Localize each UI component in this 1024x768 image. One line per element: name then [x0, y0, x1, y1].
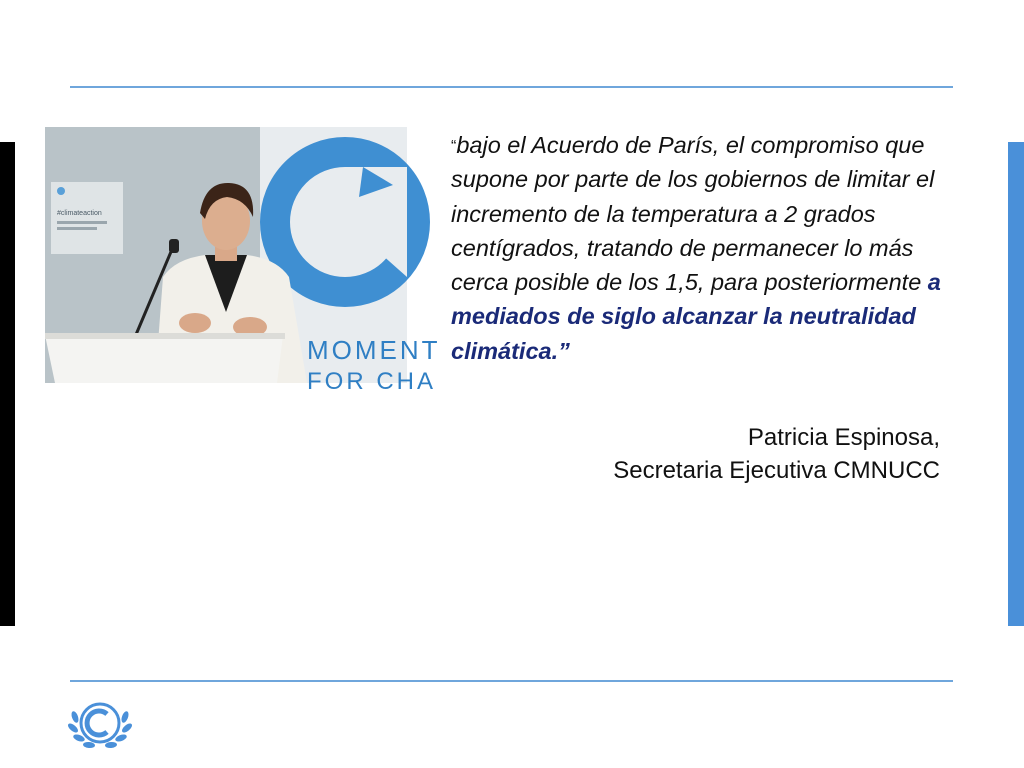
top-divider [70, 86, 953, 88]
bottom-divider [70, 680, 953, 682]
speaker-name: Patricia Espinosa, [747, 424, 940, 451]
quote-open-mark: “ [451, 138, 457, 155]
banner-text-moment: MOMENT [307, 335, 441, 365]
quote-text [451, 128, 951, 368]
quote-body: bajo el Acuerdo de París, el compromiso que supone por parte de los gobiernos de limitar el incremento de la temperatura a 2 grados centígrados, tratando de permanecer lo más cerca posible de los 1,5, para posteriormente [451, 132, 935, 296]
attribution [500, 421, 940, 487]
wall-sign-text: #climateaction [57, 210, 102, 217]
left-accent-bar [0, 142, 15, 626]
banner-text-for-change: FOR CHA [307, 368, 436, 395]
quote-emphasis: a mediados de siglo alcanzar la neutralidad climática.” [451, 269, 941, 364]
speaker-photo [45, 127, 441, 395]
unfccc-logo-icon [66, 697, 134, 753]
right-accent-bar [1008, 142, 1024, 626]
speaker-role: Secretaria Ejecutiva CMNUCC [613, 457, 940, 484]
